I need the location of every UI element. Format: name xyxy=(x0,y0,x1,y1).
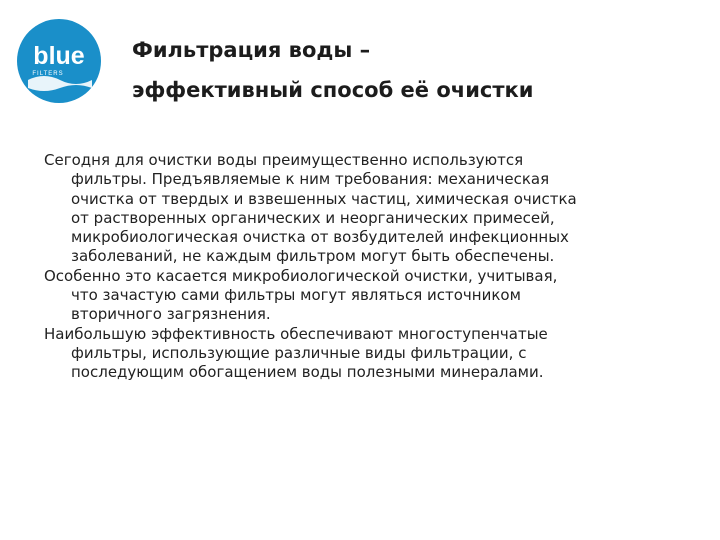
paragraph-line: вторичного загрязнения. xyxy=(71,305,271,324)
paragraph-line: от растворенных органических и неорганических примесей, xyxy=(71,208,555,227)
paragraph-line: Особенно это касается микробиологической очистки, учитывая, xyxy=(44,266,558,285)
paragraph-line: фильтры. Предъявляемые к ним требования: механическая xyxy=(71,170,550,189)
paragraph-line: очистка от твердых и взвешенных частиц, химическая очистка xyxy=(71,189,577,208)
logo-brand-text: blue xyxy=(33,42,85,70)
paragraph-1 xyxy=(44,151,694,267)
logo-circle-icon xyxy=(16,18,102,104)
paragraph-line: что зачастую сами фильтры могут являться источником xyxy=(71,286,521,305)
body-text xyxy=(44,151,694,383)
page-title xyxy=(132,30,534,110)
paragraph-line: фильтры, использующие различные виды фильтрации, с xyxy=(71,343,527,362)
paragraph-line: последующим обогащением воды полезными минералами. xyxy=(71,363,544,382)
paragraph-3 xyxy=(44,325,694,383)
paragraph-2 xyxy=(44,267,694,325)
title-line-1: Фильтрация воды – xyxy=(132,38,371,62)
paragraph-line: Наибольшую эффективность обеспечивают многоступенчатые xyxy=(44,324,548,343)
paragraph-line: Сегодня для очистки воды преимущественно используются xyxy=(44,151,524,169)
title-line-2: эффективный способ её очистки xyxy=(132,78,534,102)
paragraph-line: заболеваний, не каждым фильтром могут быть обеспечены. xyxy=(71,247,555,266)
blue-filters-logo xyxy=(16,18,102,104)
paragraph-line: микробиологическая очистка от возбудителей инфекционных xyxy=(71,228,569,247)
logo-tagline-text: FILTERS xyxy=(32,71,64,77)
